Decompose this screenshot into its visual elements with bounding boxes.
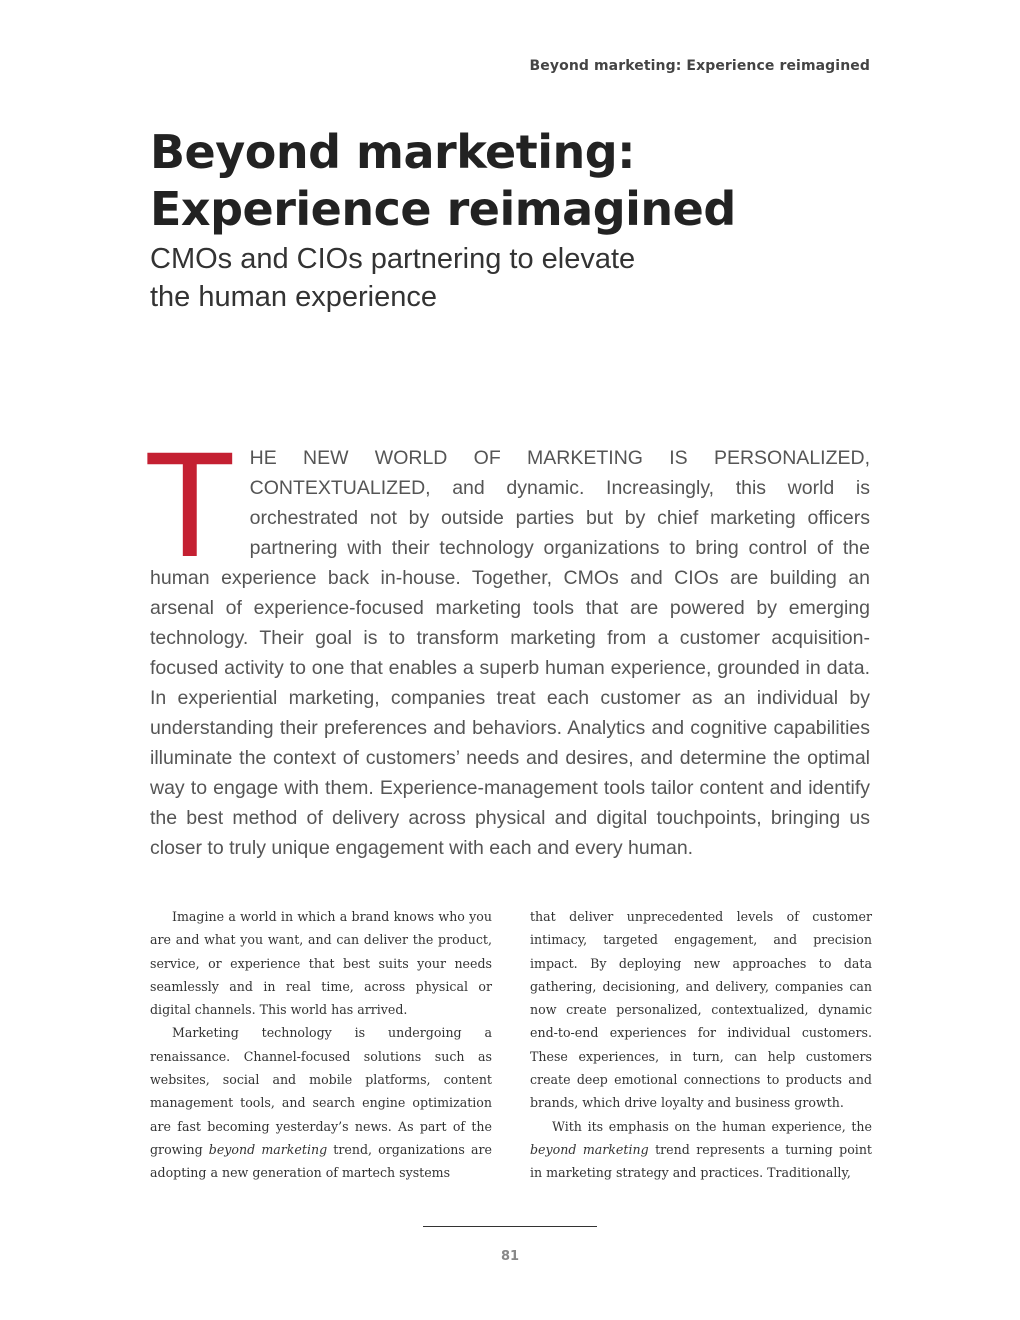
page-subtitle [150,240,870,316]
body-column-right [530,905,872,1195]
trend-name-emphasis: beyond marketing [530,1141,649,1157]
page-number: 81 [500,1249,520,1264]
intro-text: HE NEW WORLD OF MARKETING IS PERSONALIZED, CONTEXTUALIZED, and dynamic. Increasingly, this world is orchestrated not by outside parties but by chief marketing officers partnering with their technology organizations to bring control of the human experience back in-house. Together, CMOs and CIOs are building an arsenal of experience-focused marketing tools that are powered by emerging technology. Their goal is to transform marketing from a customer acquisition-focused activity to one that enables a superb human experience, grounded in data. In experiential marketing, companies treat each customer as an individual by understanding their preferences and behaviors. Analytics and cognitive capabilities illuminate the context of customers’ needs and desires, and determine the optimal way to engage with them. Experience-management tools tailor content and identify the best method of delivery across physical and digital touchpoints, bringing us closer to truly unique engagement with each and every human. [150,447,870,859]
page-subtitle-line-2: the human experience [150,281,437,313]
body-column-left [150,905,492,1195]
intro-paragraph [144,420,870,863]
body-text: With its emphasis on the human experience, the [552,1118,872,1134]
page-title [150,124,870,238]
body-columns [150,905,872,1195]
body-text: Marketing technology is undergoing a renaissance. Channel-focused solutions such as websites, social and mobile platforms, content management tools, and search engine optimization are fast becoming yesterday’s news. As part of the growing [150,1025,492,1157]
page-title-line-2: Experience reimagined [150,182,736,236]
footer-divider [423,1226,597,1227]
running-head: Beyond marketing: Experience reimagined [529,58,870,74]
body-text: trend represents a turning point in marketing strategy and practices. Traditionally, [530,1141,872,1181]
trend-name-emphasis: beyond marketing [208,1141,328,1157]
page-subtitle-line-1: CMOs and CIOs partnering to elevate [150,243,636,275]
body-paragraph [530,1115,872,1185]
page-title-line-1: Beyond marketing: [150,125,636,179]
body-paragraph [150,1021,492,1184]
drop-cap: T [144,420,236,588]
body-paragraph: that deliver unprecedented levels of customer intimacy, targeted engagement, and precision impact. By deploying new approaches to data gathering, decisioning, and delivery, companies can now create personalized, contextualized, dynamic end-to-end experiences for individual customers. These experiences, in turn, can help customers create deep emotional connections to products and brands, which drive loyalty and business growth. [530,909,872,1111]
body-text: trend, organizations are adopting a new generation of martech systems [150,1141,492,1181]
body-paragraph: Imagine a world in which a brand knows who you are and what you want, and can deliver the product, service, or experience that best suits your needs seamlessly and in real time, across physical or digital channels. This world has arrived. [150,909,492,1018]
